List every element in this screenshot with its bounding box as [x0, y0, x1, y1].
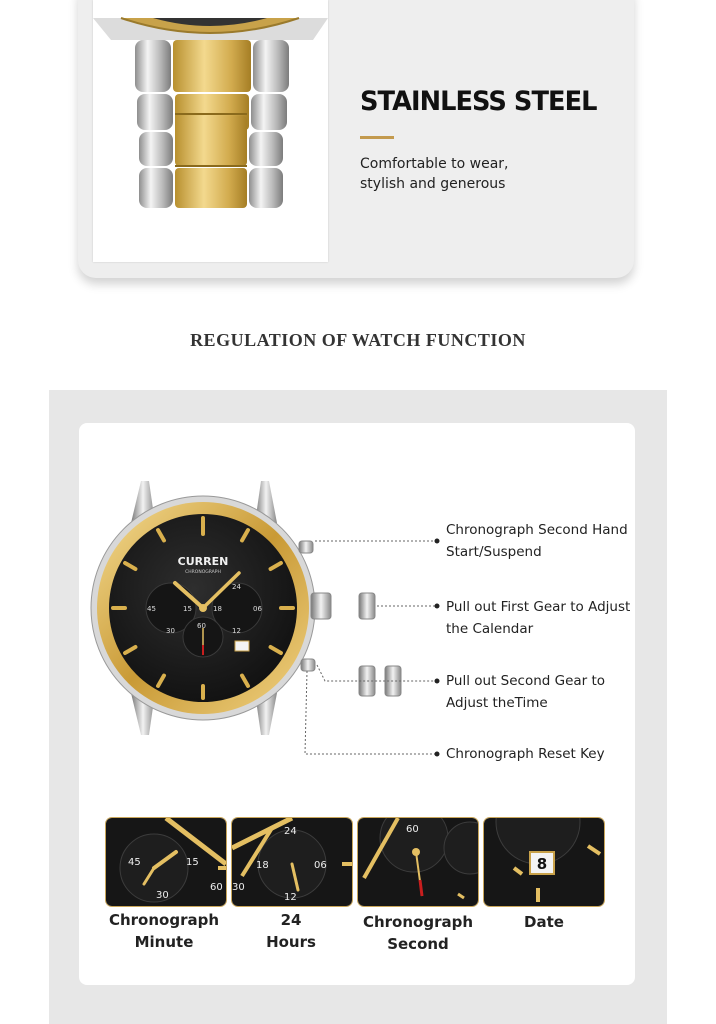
svg-text:60: 60 — [406, 824, 419, 835]
svg-text:8: 8 — [536, 855, 548, 873]
svg-text:24: 24 — [284, 826, 297, 837]
stainless-steel-title: STAINLESS STEEL — [360, 86, 597, 117]
pusher-bottom — [301, 659, 315, 671]
subdial-right-12: 12 — [232, 627, 241, 635]
callout-2-line-2: the Calendar — [446, 621, 534, 637]
label-date: Date — [524, 913, 564, 931]
watch-brand: CURREN — [177, 555, 229, 568]
svg-text:12: 12 — [284, 892, 297, 903]
callout-dot-2 — [435, 604, 440, 609]
regulation-heading: REGULATION OF WATCH FUNCTION — [190, 330, 526, 350]
detail-thumb-chronograph-minute — [106, 818, 226, 906]
callout-3-line-1: Pull out Second Gear to — [446, 673, 606, 689]
subdial-left-45: 45 — [147, 605, 156, 613]
crown-first-gear — [359, 593, 375, 619]
callout-chronograph-second — [446, 519, 636, 563]
watch-subtitle: CHRONOGRAPH — [185, 570, 221, 575]
callout-first-gear — [446, 596, 636, 640]
callout-4-line-1: Chronograph Reset Key — [446, 746, 605, 762]
svg-text:30: 30 — [232, 882, 245, 893]
callout-line-3 — [317, 665, 437, 681]
svg-text:30: 30 — [156, 890, 169, 901]
subdial-left-30: 30 — [166, 627, 175, 635]
subdial-right-24: 24 — [232, 583, 241, 591]
callout-3-line-2: Adjust theTime — [446, 695, 548, 711]
callout-2-line-1: Pull out First Gear to Adjust — [446, 599, 631, 615]
svg-text:60: 60 — [210, 882, 223, 893]
pusher-top — [299, 541, 313, 553]
subdial-left-15: 15 — [183, 605, 192, 613]
svg-text:45: 45 — [128, 857, 141, 868]
callout-1-line-1: Chronograph Second Hand — [446, 522, 628, 538]
detail-thumb-chronograph-second — [358, 818, 478, 906]
detail-thumb-date — [484, 818, 604, 906]
crown — [311, 593, 331, 619]
hand-hub — [199, 604, 207, 612]
svg-text:15: 15 — [186, 857, 199, 868]
callout-dot-1 — [435, 539, 440, 544]
description-line-2: stylish and generous — [360, 176, 506, 192]
subdial-right-06: 06 — [253, 605, 262, 613]
label-24-hours: 24 Hours — [266, 911, 316, 951]
label-chronograph-minute: Chronograph Minute — [108, 911, 220, 951]
svg-text:06: 06 — [314, 860, 327, 871]
callout-second-gear — [446, 670, 636, 714]
subdial-right-18: 18 — [213, 605, 222, 613]
svg-text:18: 18 — [256, 860, 269, 871]
label-chronograph-second: Chronograph Second — [362, 913, 474, 953]
stainless-steel-description — [360, 154, 580, 194]
callout-dot-3 — [435, 679, 440, 684]
callout-dot-4 — [435, 752, 440, 757]
gold-divider — [360, 136, 394, 139]
date-window — [235, 641, 249, 651]
subdial-bottom-60: 60 — [197, 622, 206, 630]
detail-thumb-24-hours — [232, 818, 352, 906]
callout-reset-key — [446, 743, 636, 765]
callout-1-line-2: Start/Suspend — [446, 544, 542, 560]
description-line-1: Comfortable to wear, — [360, 156, 509, 172]
strap-photo — [93, 0, 328, 262]
